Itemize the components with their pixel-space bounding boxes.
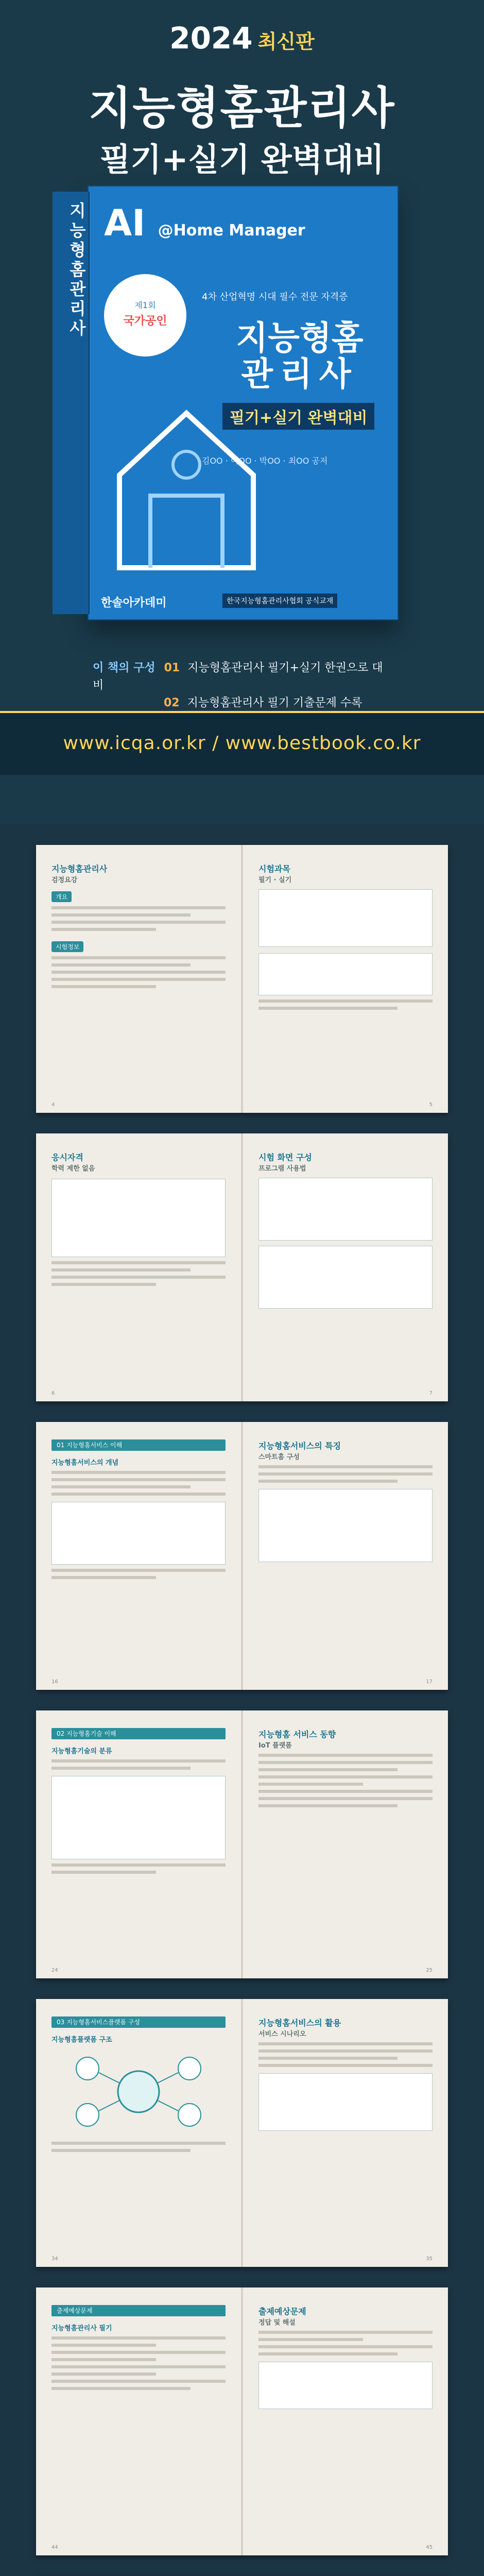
spread-left-page: 지능형홈관리사 검정요강 개요 시험정보 4 [36, 845, 241, 1113]
spread-left-page: 03 지능형홈서비스플랫폼 구성 지능형홈플랫폼 구조 34 [36, 1999, 241, 2267]
cover-logo-right: @Home Manager [158, 222, 305, 240]
cover-logo: AI @Home Manager [104, 202, 305, 244]
sample-spread [36, 1422, 448, 1690]
feature-item: 02 지능형홈관리사 필기 기출문제 수록 [164, 697, 362, 709]
sample-spread [36, 845, 448, 1113]
spread-left-page: 01 지능형홈서비스 이해 지능형홈서비스의 개념 16 [36, 1422, 241, 1690]
feature-label: 이 책의 구성 [93, 662, 155, 674]
book-cover [67, 185, 399, 620]
spread-right-page: 출제예상문제 정답 및 해설 45 [258, 2307, 433, 2550]
cover-subtitle: 필기+실기 완벽대비 [222, 403, 374, 430]
publisher-name: 한솔아카데미 [101, 597, 167, 609]
spine-text: 지능형홈관리사 [67, 202, 87, 339]
website-bar [0, 711, 484, 775]
sample-spread [36, 1710, 448, 1978]
spread-right-page: 지능형홈 서비스 동향 IoT 플랫폼 25 [258, 1730, 433, 1973]
book-subtitle: 필기+실기 완벽대비 [99, 141, 385, 178]
cover-badge: 제1회 국가공인 [104, 274, 186, 357]
spread-left-page: 02 지능형홈기술 이해 지능형홈기술의 분류 24 [36, 1710, 241, 1978]
publisher-tag: 한국지능형홈관리사협회 공식교재 [222, 594, 337, 608]
cover-title: 지능형홈 관리사 [236, 319, 364, 394]
spread-right-page: 지능형홈서비스의 특징 스마트홈 구성 17 [258, 1441, 433, 1685]
book-title: 지능형홈관리사 [89, 82, 395, 134]
cover-header-small: 4차 산업혁명 시대 필수 전문 자격증 [202, 292, 348, 302]
book-spine [53, 192, 90, 614]
sample-spread [36, 1999, 448, 2267]
hero-banner [0, 0, 484, 824]
sample-spread [36, 1133, 448, 1401]
website-links[interactable]: www.icqa.or.kr / www.bestbook.co.kr [63, 733, 421, 754]
feature-item: 이 책의 구성 01 지능형홈관리사 필기+실기 한권으로 대비 [93, 662, 383, 692]
cover-house-graphic [109, 382, 264, 578]
edition-suffix: 최신판 [257, 30, 315, 53]
spread-right-page: 지능형홈서비스의 활용 서비스 시나리오 35 [258, 2018, 433, 2262]
spread-left-page: 응시자격 학력 제한 없음 6 [36, 1133, 241, 1401]
spread-right-page: 시험과목 필기 · 실기 5 [258, 864, 433, 1108]
spread-left-page: 출제예상문제 지능형홈관리사 필기 44 [36, 2287, 241, 2555]
platform-diagram [51, 2048, 226, 2136]
edition-year: 2024 최신판 [169, 21, 315, 56]
spread-right-page: 시험 화면 구성 프로그램 사용법 7 [258, 1153, 433, 1396]
sample-spread [36, 2287, 448, 2555]
cover-authors: 김OO · 이OO · 박OO · 최OO 공저 [202, 456, 328, 466]
